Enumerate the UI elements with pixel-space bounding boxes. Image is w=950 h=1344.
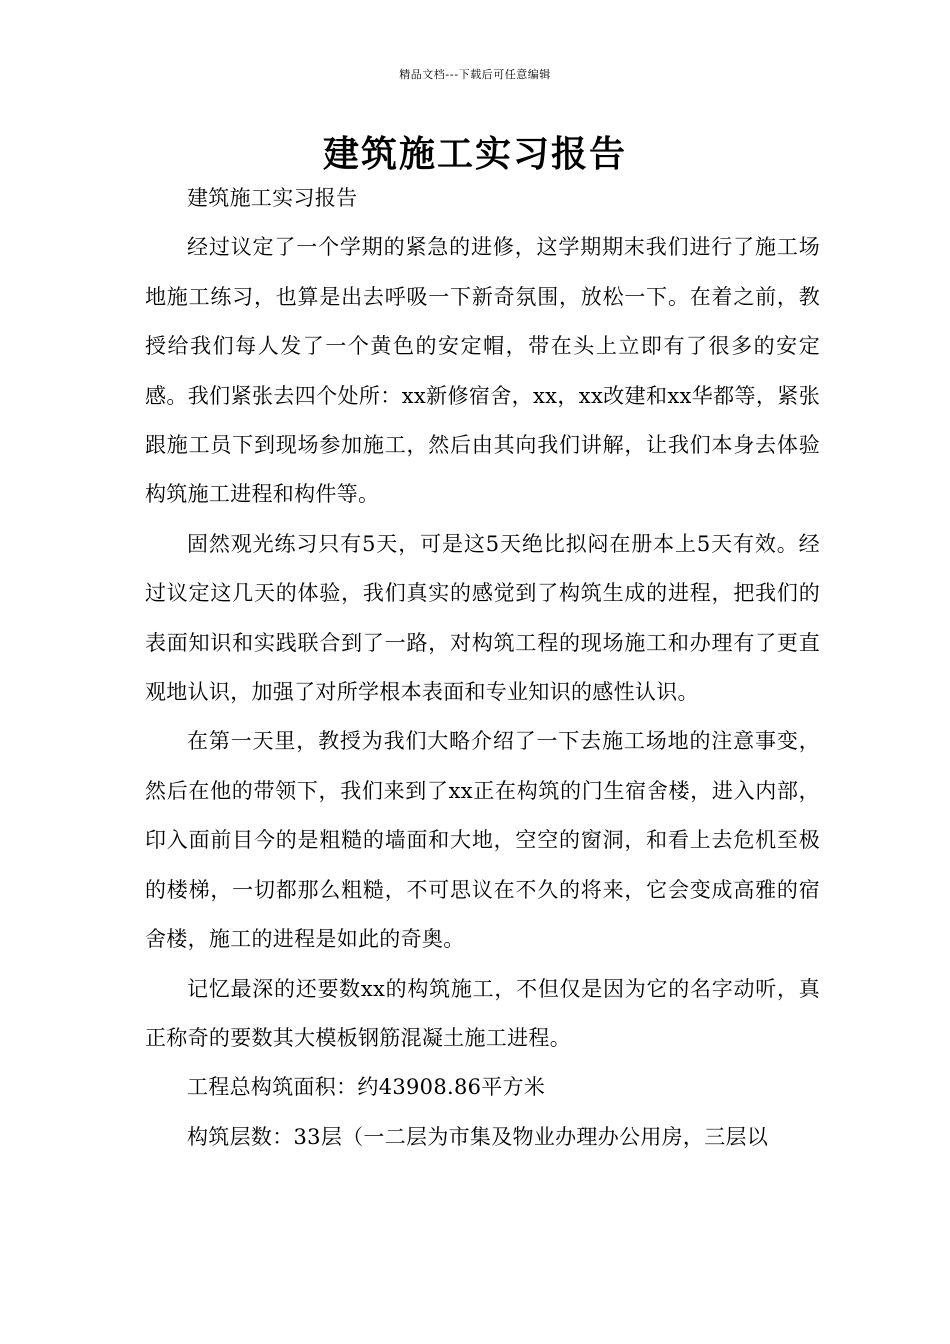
paragraph-intro: 经过议定了一个学期的紧急的进修，这学期期末我们进行了施工场地施工练习，也算是出去呼吸一下新奇氛围，放松一下。在着之前，教授给我们每人发了一个黄色的安定帽，带在头上立即有了很多的安定感。我们紧张去四个处所：xx新修宿舍，xx，xx改建和xx华都等，紧张跟施工员下到现场参加施工，然后由其向我们讲解，让我们本身去体验构筑施工进程和构件等。 bbox=[145, 235, 820, 507]
paragraph-memory: 记忆最深的还要数xx的构筑施工，不但仅是因为它的名字动听，真正称奇的要数其大模板钢筋混凝土施工进程。 bbox=[145, 976, 820, 1050]
paragraph-first-day: 在第一天里，教授为我们大略介绍了一下去施工场地的注意事变，然后在他的带领下，我们来到了xx正在构筑的门生宿舍楼，进入内部，印入面前目今的是粗糙的墙面和大地，空空的窗洞，和看上去危机至极的楼梯，一切都那么粗糙，不可思议在不久的将来，它会变成高雅的宿舍楼，施工的进程是如此的奇奥。 bbox=[145, 729, 820, 952]
paragraph-total-area: 工程总构筑面积：约43908.86平方米 bbox=[187, 1075, 546, 1100]
paragraph-five-days: 固然观光练习只有5天，可是这5天绝比拟闷在册本上5天有效。经过议定这几天的体验，我们真实的感觉到了构筑生成的进程，把我们的表面知识和实践联合到了一路，对构筑工程的现场施工和办理有了更直观地认识，加强了对所学根本表面和专业知识的感性认识。 bbox=[145, 531, 820, 705]
page-header-watermark: 精品文档---下载后可任意编辑 bbox=[399, 68, 551, 81]
document-body bbox=[145, 174, 820, 1162]
document-title: 建筑施工实习报告 bbox=[322, 134, 627, 175]
paragraph-floors: 构筑层数：33层（一二层为市集及物业办理办公用房，三层以 bbox=[187, 1124, 769, 1149]
paragraph-subtitle: 建筑施工实习报告 bbox=[187, 186, 358, 210]
